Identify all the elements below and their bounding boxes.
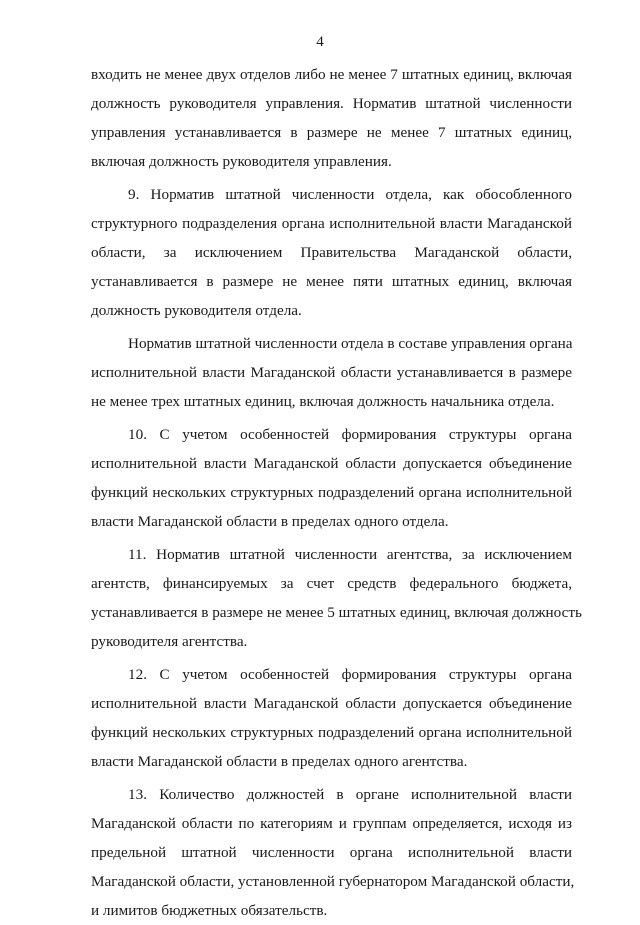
text-line: 13. Количество должностей в органе исполнительной власти <box>128 786 572 803</box>
page-number: 4 <box>316 34 324 50</box>
paragraph <box>91 420 572 536</box>
text-line: Норматив штатной численности отдела в составе управления органа <box>128 335 573 352</box>
text-line: 11. Норматив штатной численности агентства, за исключением <box>128 546 572 563</box>
text-line: предельной штатной численности органа исполнительной власти <box>91 844 572 861</box>
text-line: 10. С учетом особенностей формирования структуры органа <box>128 426 572 443</box>
text-line: должность руководителя отдела. <box>91 302 302 319</box>
paragraph <box>91 329 572 416</box>
paragraph <box>91 180 572 325</box>
text-line: структурного подразделения органа исполнительной власти Магаданской <box>91 215 572 232</box>
text-line: 12. С учетом особенностей формирования структуры органа <box>128 666 572 683</box>
document-body <box>91 60 582 925</box>
text-line: исполнительной власти Магаданской области допускается объединение <box>91 455 572 472</box>
text-line: функций нескольких структурных подразделений органа исполнительной <box>91 484 572 501</box>
text-line: агентств, финансируемых за счет средств федерального бюджета, <box>91 575 572 592</box>
text-line: должность руководителя управления. Норматив штатной численности <box>91 95 572 112</box>
text-line: исполнительной власти Магаданской области допускается объединение <box>91 695 572 712</box>
text-line: и лимитов бюджетных обязательств. <box>91 902 328 919</box>
text-line: исполнительной власти Магаданской области устанавливается в размере <box>91 364 572 381</box>
text-line: руководителя агентства. <box>91 633 248 650</box>
text-line: Магаданской области по категориям и группам определяется, исходя из <box>91 815 572 832</box>
paragraph <box>91 540 582 656</box>
text-line: не менее трех штатных единиц, включая должность начальника отдела. <box>91 393 555 410</box>
text-line: устанавливается в размере не менее пяти штатных единиц, включая <box>91 273 572 290</box>
text-line: области, за исключением Правительства Магаданской области, <box>91 244 572 261</box>
paragraph <box>91 660 572 776</box>
text-line: 9. Норматив штатной численности отдела, как обособленного <box>128 186 572 203</box>
text-line: включая должность руководителя управления. <box>91 153 392 170</box>
text-line: власти Магаданской области в пределах одного агентства. <box>91 753 468 770</box>
paragraph <box>91 60 572 176</box>
text-line: Магаданской области, установленной губернатором Магаданской области, <box>91 873 575 890</box>
text-line: входить не менее двух отделов либо не менее 7 штатных единиц, включая <box>91 66 572 83</box>
text-line: управления устанавливается в размере не менее 7 штатных единиц, <box>91 124 572 141</box>
text-line: устанавливается в размере не менее 5 штатных единиц, включая должность <box>91 604 582 621</box>
text-line: власти Магаданской области в пределах одного отдела. <box>91 513 449 530</box>
paragraph <box>91 780 575 925</box>
text-line: функций нескольких структурных подразделений органа исполнительной <box>91 724 572 741</box>
